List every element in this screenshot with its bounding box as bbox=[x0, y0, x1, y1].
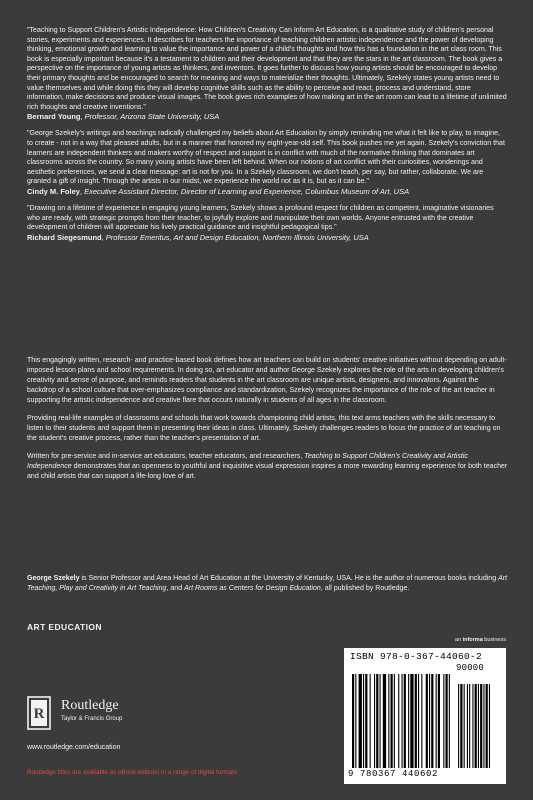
routledge-logo-icon bbox=[27, 696, 51, 730]
endorsement-text: "Drawing on a lifetime of experience in engaging young learners, Szekely shows a profound respect for children as competent, imaginative visionaries who are ready, with strategic prompts from their teacher, to joyfully explore and manipulate their own worlds. Anyone entrusted with the creative development of children will appreciate his lively practical guidance and insightful pedagogical tips." bbox=[27, 204, 494, 232]
author-name: George Szekely bbox=[27, 575, 80, 582]
barcode-number: 9 780367 440602 bbox=[348, 769, 439, 779]
publisher-url[interactable]: www.routledge.com/education bbox=[27, 744, 121, 751]
svg-text:R: R bbox=[33, 706, 45, 722]
publisher-name: Routledge bbox=[61, 698, 119, 713]
endorser-role: Executive Assistant Director, Director of Learning and Experience, Columbus Museum of Art, USA bbox=[84, 186, 410, 196]
book-title-inline: Teaching to Support Children's Creativity and Artistic Independence bbox=[27, 453, 468, 470]
endorser-role: Professor, Arizona State University, USA bbox=[84, 112, 220, 122]
description-paragraph-2: Providing real-life examples of classrooms and schools that work towards championing child artists, this text arms teachers with the skills necessary to listen to their students and support them in presenting their ideas in class. Ultimately, Szekely challenges readers to focus the practice of art teaching on the student's creative process, rather than the teacher's presentation of art. bbox=[27, 415, 501, 442]
price-addon: 90000 bbox=[456, 663, 485, 673]
endorsement-2: "George Szekely's writings and teachings radically challenged my beliefs about Art Education by simply reminding me what it felt like to play, to imagine, to create - not in a way that pleased adults, but in a manner that honored my eight-year-old self. This book pushes me yet again. Szekely's conviction that learners are independent thinkers and makers worthy of respect and support is in conflict with much of the normative thinking that dominates art classrooms across the country. So many young artists have been left behind. When our notions of art conflict with their curiosities, wonderings and aesthetic preferences, we send a clear message: art is not for you. In a Szekely classroom, we don't teach, per say, but rather, collaborate. We are granted a gift of insight. Through the artists in our midst, we experience the world not as it is, but as it can be." Cindy M. Foley, Executive Assistant Director, Director of Learning and Experience, Columbus Museum of Art, USA bbox=[27, 129, 507, 197]
endorser-name: Richard Siegesmund bbox=[27, 232, 102, 242]
isbn-text: ISBN 978-0-367-44060-2 bbox=[350, 651, 483, 662]
subject-category: ART EDUCATION bbox=[27, 622, 102, 632]
description-paragraph-3: Written for pre-service and in-service art educators, teacher educators, and researchers, Teaching to Support Children's Creativity and Artistic Independence demonstrates that an openness to youthful and inquisitive visual expression inspires a more rewarding learning experience for both teacher and child artists that can support a life-long love of art. bbox=[27, 453, 508, 480]
endorsement-text: "George Szekely's writings and teachings radically challenged my beliefs about Art Education by simply reminding me what it felt like to play, to imagine, to create - not in a way that pleased adults, but in a manner that honored my eight-year-old self. This book pushes me yet again. Szekely's conviction that learners are independent thinkers and makers worthy of respect and support is in conflict with much of the normative thinking that dominates art classrooms across the country. So many young artists have been left behind. When our notions of art conflict with their curiosities, wonderings and aesthetic preferences, we send a clear message: art is not for you. In a Szekely classroom, we don't teach, per say, but rather, collaborate. We are granted a gift of insight. Through the artists in our midst, we experience the world not as it is, but as it can be." bbox=[27, 130, 505, 186]
barcode-bars bbox=[352, 674, 500, 768]
endorsement-1: "Teaching to Support Children's Artistic Independence: How Children's Creativity Can Inform Art Education, is a qualitative study of children's personal stories, experiments and experiences. It describes for teachers the importance of teaching children artistic independence and the power of developing thinking, emotional growth and learning to value the importance and power of a child's thoughts and how this has a foundation in the art class room. This book is especially important because it's a testament to children and their development and that they are the stars in the art classroom. The book gives a perspective on the importance of young artists as thinkers, and inventors. It goes further to discuss how young artists should be encouraged to develop their primary thoughts and be encouraged to search for meaning and ways to materialize their thoughts. Ultimately, Szekely states young artists need to value themselves and while doing this they will develop cognitive skills such as the ability to perceive and react, process and understand, store information, make decisions and produce visual images. The book gives rich examples of how making art in the art room can lead to a lifetime of unlimited rich thoughts and creative inventions." Bernard Young, Professor, Arizona State University, USA bbox=[27, 27, 507, 122]
description-paragraph-1: This engagingly written, research- and practice-based book defines how art teachers can build on students' creative initiatives without depending on adult-imposed lesson plans and school requirements. In doing so, art educator and author George Szekely explores the role of the arts in developing children's creativity and sense of purpose, and reminds readers that students in the art classroom are unique artists, designers, and innovators. Against the backdrop of a school culture that over-emphasizes compliance and standardization, Szekely recognizes the importance of the role of the art teacher in supporting the artistic independence and creative flare that occurs naturally in students of all ages in the classroom. bbox=[27, 357, 507, 404]
endorsement-3: "Drawing on a lifetime of experience in engaging young learners, Szekely shows a profound respect for children as competent, imaginative visionaries who are ready, with strategic prompts from their teacher, to joyfully explore and manipulate their own worlds. Anyone entrusted with the creative development of children will appreciate his lively practical guidance and insightful pedagogical tips." Richard Siegesmund, Professor Emeritus, Art and Design Education, Northern Illinois University, USA bbox=[27, 204, 507, 243]
author-bio: George Szekely is Senior Professor and Area Head of Art Education at the University of Kentucky, USA. He is the author of numerous books including Art Teaching, Play and Creativity in Art Teaching, and Art Rooms as Centers for Design Education, all published by Routledge. bbox=[27, 575, 508, 592]
isbn-barcode bbox=[344, 648, 506, 784]
book-description bbox=[27, 356, 509, 490]
endorser-role: Professor Emeritus, Art and Design Education, Northern Illinois University, USA bbox=[105, 232, 369, 242]
endorsements bbox=[27, 26, 507, 250]
routledge-logo bbox=[27, 694, 187, 734]
informa-tagline: an informa business bbox=[454, 637, 506, 643]
ebook-note: Routledge titles are available as eBook editions in a range of digital formats bbox=[27, 769, 238, 776]
endorser-name: Bernard Young bbox=[27, 112, 81, 122]
endorsement-text: "Teaching to Support Children's Artistic Independence: How Children's Creativity Can Inform Art Education, is a qualitative study of children's personal stories, experiments and experiences. It describes for teachers the importance of teaching children artistic independence and the power of developing thinking, emotional growth and learning to value the importance and power of a child's thoughts and how this has a foundation in the art class room. This book is especially important because it's a testament to children and their development and that they are the stars in the art classroom. The book gives a perspective on the importance of young artists as thinkers, and inventors. It goes further to discuss how young artists should be encouraged to develop their primary thoughts and be encouraged to search for meaning and ways to materialize their thoughts. Ultimately, Szekely states young artists need to value themselves and while doing this they will develop cognitive skills such as the ability to perceive and react, process and understand, store information, make decisions and produce visual images. The book gives rich examples of how making art in the art room can lead to a lifetime of unlimited rich thoughts and creative inventions." bbox=[27, 27, 507, 111]
endorser-name: Cindy M. Foley bbox=[27, 186, 80, 196]
publisher-group: Taylor & Francis Group bbox=[61, 716, 123, 722]
